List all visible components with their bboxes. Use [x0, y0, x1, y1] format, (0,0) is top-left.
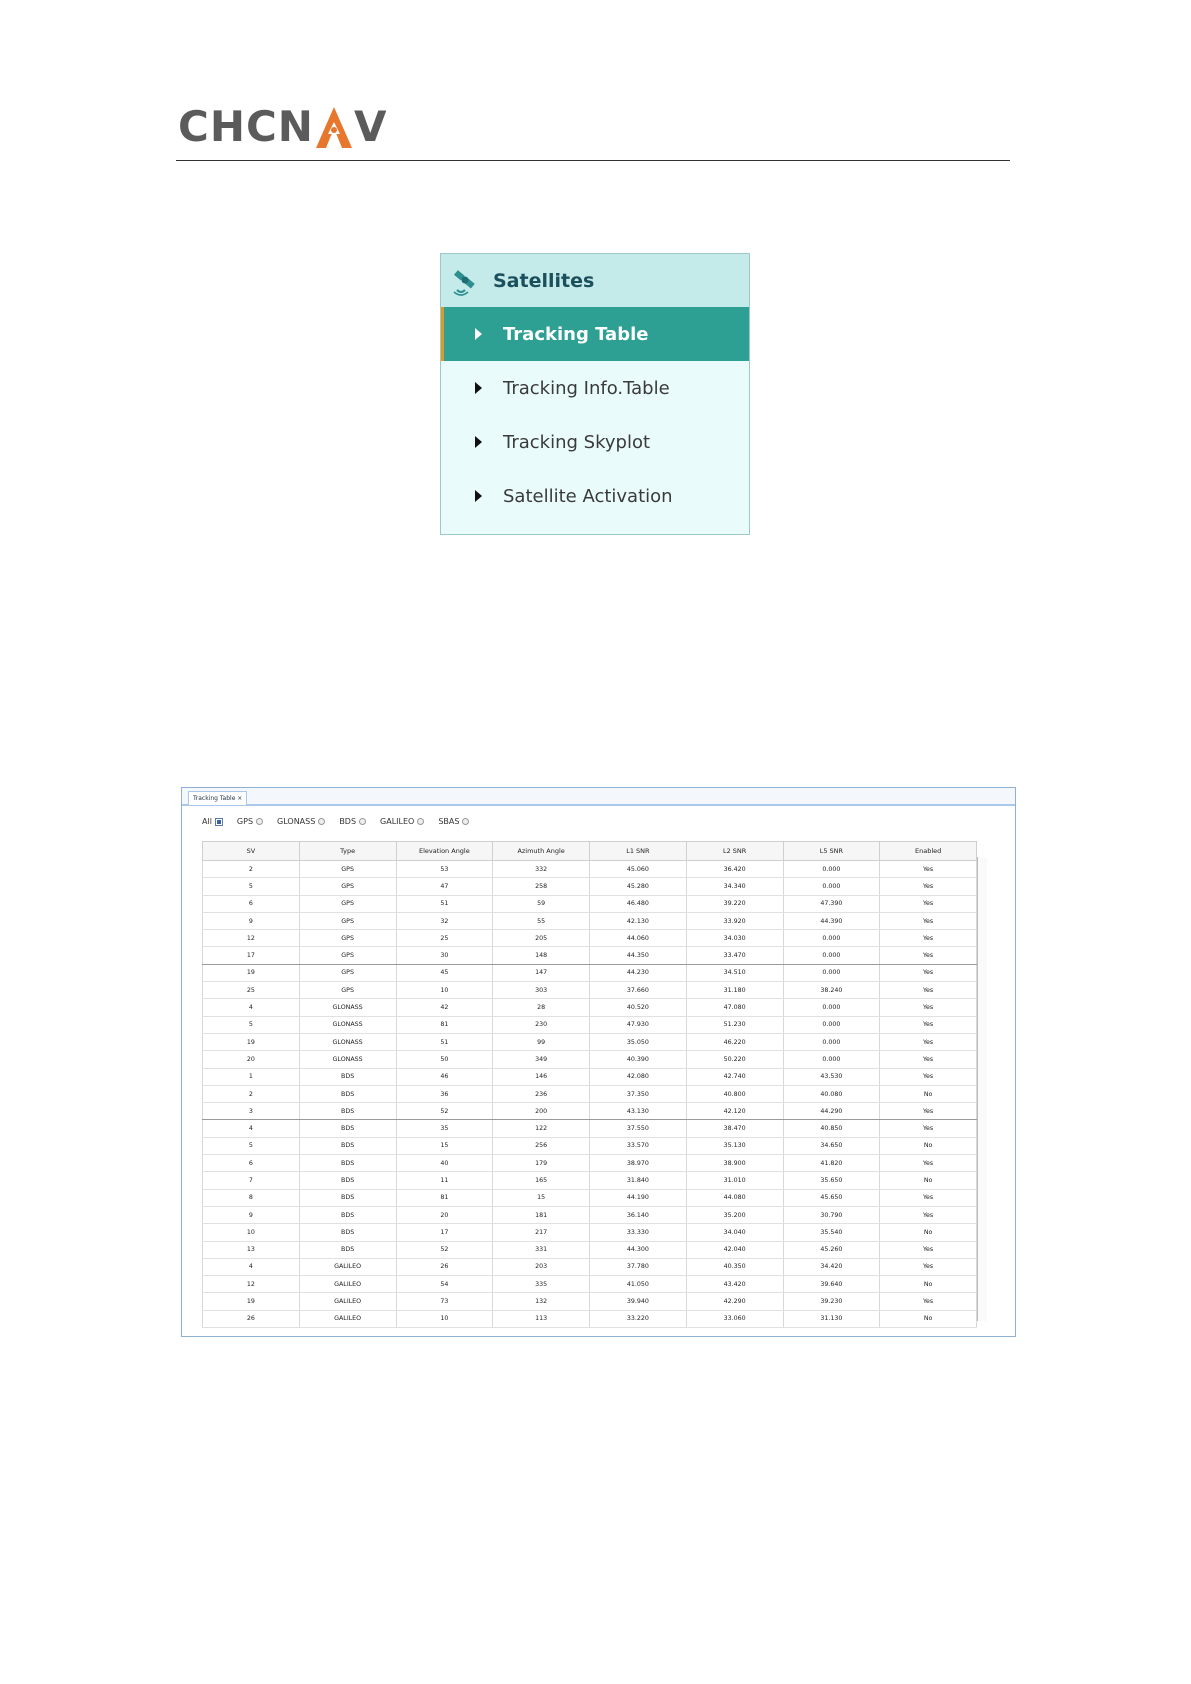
table-cell: 6 — [203, 1155, 300, 1172]
table-cell: 34.340 — [686, 878, 783, 895]
table-cell: 332 — [493, 861, 590, 878]
table-cell: 42.290 — [686, 1293, 783, 1310]
table-cell: 20 — [203, 1051, 300, 1068]
table-row[interactable] — [203, 912, 977, 929]
table-cell: 0.000 — [783, 1033, 880, 1050]
table-cell: Yes — [880, 982, 977, 999]
triangle-right-icon — [475, 328, 482, 340]
radio-icon[interactable] — [359, 818, 366, 825]
menu-item-label: Tracking Skyplot — [503, 431, 651, 453]
table-cell: 236 — [493, 1085, 590, 1102]
table-cell: BDS — [299, 1172, 396, 1189]
table-cell: 42 — [396, 999, 493, 1016]
table-cell: BDS — [299, 1103, 396, 1120]
filter-label: GALILEO — [380, 817, 415, 826]
table-cell: 36 — [396, 1085, 493, 1102]
table-cell: 331 — [493, 1241, 590, 1258]
table-cell: GALILEO — [299, 1258, 396, 1275]
table-cell: 7 — [203, 1172, 300, 1189]
column-header-enabled[interactable]: Enabled — [880, 842, 977, 861]
table-cell: 45 — [396, 964, 493, 981]
table-cell: 52 — [396, 1103, 493, 1120]
table-cell: 46.220 — [686, 1033, 783, 1050]
table-cell: 37.660 — [590, 982, 687, 999]
table-cell: Yes — [880, 1120, 977, 1137]
table-cell: 41.820 — [783, 1155, 880, 1172]
table-cell: 55 — [493, 912, 590, 929]
table-cell: 36.420 — [686, 861, 783, 878]
table-cell: Yes — [880, 964, 977, 981]
table-cell: 44.390 — [783, 912, 880, 929]
table-cell: Yes — [880, 861, 977, 878]
table-cell: 26 — [396, 1258, 493, 1275]
table-cell: 37.350 — [590, 1085, 687, 1102]
filter-all[interactable] — [202, 817, 223, 826]
table-cell: 42.130 — [590, 912, 687, 929]
table-cell: 12 — [203, 1276, 300, 1293]
table-cell: 38.970 — [590, 1155, 687, 1172]
table-cell: 35.540 — [783, 1224, 880, 1241]
table-cell: 47 — [396, 878, 493, 895]
triangle-right-icon — [475, 490, 482, 502]
table-cell: Yes — [880, 947, 977, 964]
table-row[interactable] — [203, 1155, 977, 1172]
radio-icon[interactable] — [256, 818, 263, 825]
table-cell: 2 — [203, 1085, 300, 1102]
table-cell: 38.470 — [686, 1120, 783, 1137]
table-cell: 9 — [203, 1206, 300, 1223]
table-cell: 39.220 — [686, 895, 783, 912]
table-cell: 34.510 — [686, 964, 783, 981]
filter-label: GPS — [236, 817, 254, 826]
table-cell: 4 — [203, 1258, 300, 1275]
table-cell: 34.650 — [783, 1137, 880, 1154]
table-cell: 45.060 — [590, 861, 687, 878]
table-cell: BDS — [299, 1224, 396, 1241]
table-cell: 50 — [396, 1051, 493, 1068]
table-cell: 44.190 — [590, 1189, 687, 1206]
table-cell: Yes — [880, 1293, 977, 1310]
table-cell: BDS — [299, 1137, 396, 1154]
table-cell: 148 — [493, 947, 590, 964]
table-cell: 28 — [493, 999, 590, 1016]
table-row[interactable] — [203, 999, 977, 1016]
table-cell: Yes — [880, 878, 977, 895]
table-cell: BDS — [299, 1120, 396, 1137]
table-cell: 43.420 — [686, 1276, 783, 1293]
logo-text-suffix: V — [353, 102, 388, 151]
table-cell: 73 — [396, 1293, 493, 1310]
table-body — [203, 861, 977, 1328]
table-cell: 99 — [493, 1033, 590, 1050]
table-cell: 40.800 — [686, 1085, 783, 1102]
table-cell: 19 — [203, 1033, 300, 1050]
table-cell: Yes — [880, 1068, 977, 1085]
table-cell: Yes — [880, 930, 977, 947]
table-cell: 52 — [396, 1241, 493, 1258]
satellites-menu — [440, 253, 750, 535]
table-cell: BDS — [299, 1085, 396, 1102]
table-cell: 349 — [493, 1051, 590, 1068]
table-cell: Yes — [880, 1258, 977, 1275]
table-cell: 45.280 — [590, 878, 687, 895]
table-cell: 45.650 — [783, 1189, 880, 1206]
table-cell: 30 — [396, 947, 493, 964]
table-cell: 8 — [203, 1189, 300, 1206]
table-cell: 181 — [493, 1206, 590, 1223]
table-cell: GPS — [299, 964, 396, 981]
filter-bds[interactable] — [339, 817, 366, 826]
table-cell: 25 — [396, 930, 493, 947]
table-cell: GLONASS — [299, 999, 396, 1016]
table-row[interactable] — [203, 1276, 977, 1293]
table-cell: 33.920 — [686, 912, 783, 929]
filter-label: SBAS — [438, 817, 460, 826]
table-row[interactable] — [203, 861, 977, 878]
table-cell: GALILEO — [299, 1310, 396, 1327]
table-cell: 132 — [493, 1293, 590, 1310]
table-cell: Yes — [880, 1189, 977, 1206]
table-cell: Yes — [880, 999, 977, 1016]
triangle-right-icon — [475, 382, 482, 394]
table-cell: 30.790 — [783, 1206, 880, 1223]
table-cell: Yes — [880, 1241, 977, 1258]
column-header-azimuth[interactable]: Azimuth Angle — [493, 842, 590, 861]
constellation-filters — [202, 817, 483, 826]
table-cell: 38.240 — [783, 982, 880, 999]
column-header-type[interactable]: Type — [299, 842, 396, 861]
tracking-grid — [202, 841, 1002, 1328]
vertical-scrollbar[interactable] — [977, 857, 987, 1321]
table-row[interactable] — [203, 1120, 977, 1137]
table-cell: GALILEO — [299, 1293, 396, 1310]
table-row[interactable] — [203, 1310, 977, 1327]
table-cell: Yes — [880, 1051, 977, 1068]
radio-icon[interactable] — [318, 818, 325, 825]
table-cell: BDS — [299, 1189, 396, 1206]
table-cell: 35.050 — [590, 1033, 687, 1050]
table-row[interactable] — [203, 947, 977, 964]
menu-title: Satellites — [493, 269, 595, 292]
table-row[interactable] — [203, 1033, 977, 1050]
table-cell: 40.080 — [783, 1085, 880, 1102]
table-cell: 256 — [493, 1137, 590, 1154]
table-row[interactable] — [203, 1137, 977, 1154]
table-cell: 31.010 — [686, 1172, 783, 1189]
menu-item-tracking-info-table[interactable] — [441, 361, 749, 415]
table-cell: Yes — [880, 1206, 977, 1223]
table-cell: 10 — [396, 1310, 493, 1327]
table-cell: 19 — [203, 1293, 300, 1310]
table-row[interactable] — [203, 895, 977, 912]
tracking-table — [202, 841, 977, 1328]
table-cell: 42.080 — [590, 1068, 687, 1085]
table-cell: 203 — [493, 1258, 590, 1275]
table-cell: 200 — [493, 1103, 590, 1120]
table-cell: 33.330 — [590, 1224, 687, 1241]
table-cell: BDS — [299, 1155, 396, 1172]
table-cell: 53 — [396, 861, 493, 878]
table-cell: 5 — [203, 1016, 300, 1033]
table-cell: 37.550 — [590, 1120, 687, 1137]
table-row[interactable] — [203, 1293, 977, 1310]
table-cell: 17 — [396, 1224, 493, 1241]
table-cell: 3 — [203, 1103, 300, 1120]
column-header-l2-snr[interactable]: L2 SNR — [686, 842, 783, 861]
table-cell: GPS — [299, 861, 396, 878]
table-cell: Yes — [880, 912, 977, 929]
table-cell: 50.220 — [686, 1051, 783, 1068]
logo-a-mark-icon — [314, 104, 354, 150]
table-cell: 6 — [203, 895, 300, 912]
table-cell: No — [880, 1085, 977, 1102]
filter-label: All — [202, 817, 212, 826]
table-cell: 38.900 — [686, 1155, 783, 1172]
table-cell: 40.520 — [590, 999, 687, 1016]
table-cell: 54 — [396, 1276, 493, 1293]
table-cell: Yes — [880, 1155, 977, 1172]
table-cell: 35.200 — [686, 1206, 783, 1223]
table-cell: 1 — [203, 1068, 300, 1085]
table-row[interactable] — [203, 982, 977, 999]
table-row[interactable] — [203, 1258, 977, 1275]
tab-tracking-table[interactable]: Tracking Table × — [188, 791, 247, 805]
table-cell: 37.780 — [590, 1258, 687, 1275]
filter-label: GLONASS — [277, 817, 316, 826]
table-cell: 51 — [396, 895, 493, 912]
table-cell: Yes — [880, 1103, 977, 1120]
filter-galileo[interactable] — [380, 817, 424, 826]
table-cell: 31.840 — [590, 1172, 687, 1189]
table-cell: 10 — [396, 982, 493, 999]
table-cell: 46.480 — [590, 895, 687, 912]
table-cell: 205 — [493, 930, 590, 947]
satellite-icon — [451, 266, 481, 296]
table-cell: 36.140 — [590, 1206, 687, 1223]
table-cell: 230 — [493, 1016, 590, 1033]
table-cell: 25 — [203, 982, 300, 999]
table-cell: 40.850 — [783, 1120, 880, 1137]
table-cell: 43.530 — [783, 1068, 880, 1085]
table-cell: 146 — [493, 1068, 590, 1085]
table-cell: 43.130 — [590, 1103, 687, 1120]
table-cell: 39.940 — [590, 1293, 687, 1310]
table-cell: No — [880, 1276, 977, 1293]
table-cell: 258 — [493, 878, 590, 895]
table-cell: 303 — [493, 982, 590, 999]
table-cell: 39.230 — [783, 1293, 880, 1310]
table-cell: 11 — [396, 1172, 493, 1189]
table-cell: 41.050 — [590, 1276, 687, 1293]
table-cell: 0.000 — [783, 947, 880, 964]
table-cell: 42.040 — [686, 1241, 783, 1258]
table-cell: 35.650 — [783, 1172, 880, 1189]
table-cell: No — [880, 1172, 977, 1189]
table-cell: 45.260 — [783, 1241, 880, 1258]
table-cell: 34.040 — [686, 1224, 783, 1241]
table-cell: 47.080 — [686, 999, 783, 1016]
triangle-right-icon — [475, 436, 482, 448]
table-cell: 33.220 — [590, 1310, 687, 1327]
logo-text-prefix: CHCN — [178, 102, 314, 151]
table-row[interactable] — [203, 1206, 977, 1223]
table-cell: 44.230 — [590, 964, 687, 981]
table-cell: 33.060 — [686, 1310, 783, 1327]
table-cell: 40.390 — [590, 1051, 687, 1068]
table-cell: 59 — [493, 895, 590, 912]
table-row[interactable] — [203, 878, 977, 895]
table-cell: 147 — [493, 964, 590, 981]
table-cell: 122 — [493, 1120, 590, 1137]
table-row[interactable] — [203, 1172, 977, 1189]
table-cell: 44.350 — [590, 947, 687, 964]
header-rule — [176, 160, 1010, 161]
table-cell: GPS — [299, 895, 396, 912]
table-cell: 35 — [396, 1120, 493, 1137]
table-cell: 31.130 — [783, 1310, 880, 1327]
table-cell: 13 — [203, 1241, 300, 1258]
table-cell: GLONASS — [299, 1016, 396, 1033]
table-row[interactable] — [203, 1016, 977, 1033]
table-cell: BDS — [299, 1206, 396, 1223]
table-cell: 33.470 — [686, 947, 783, 964]
table-cell: GPS — [299, 878, 396, 895]
table-cell: 47.930 — [590, 1016, 687, 1033]
table-cell: 31.180 — [686, 982, 783, 999]
table-cell: 51.230 — [686, 1016, 783, 1033]
table-cell: 2 — [203, 861, 300, 878]
table-cell: 165 — [493, 1172, 590, 1189]
table-row[interactable] — [203, 1189, 977, 1206]
table-cell: 15 — [396, 1137, 493, 1154]
table-cell: 44.060 — [590, 930, 687, 947]
table-cell: Yes — [880, 1016, 977, 1033]
table-header-row — [203, 842, 977, 861]
table-cell: BDS — [299, 1068, 396, 1085]
table-cell: GALILEO — [299, 1276, 396, 1293]
filter-glonass[interactable] — [277, 817, 325, 826]
table-cell: 44.300 — [590, 1241, 687, 1258]
menu-item-label: Tracking Table — [503, 323, 649, 345]
table-cell: 42.740 — [686, 1068, 783, 1085]
table-cell: 19 — [203, 964, 300, 981]
table-cell: 12 — [203, 930, 300, 947]
table-cell: 217 — [493, 1224, 590, 1241]
table-cell: No — [880, 1310, 977, 1327]
table-row[interactable] — [203, 1051, 977, 1068]
table-cell: 40.350 — [686, 1258, 783, 1275]
table-cell: GPS — [299, 912, 396, 929]
table-cell: 17 — [203, 947, 300, 964]
table-cell: 44.290 — [783, 1103, 880, 1120]
table-cell: 335 — [493, 1276, 590, 1293]
table-row[interactable] — [203, 1103, 977, 1120]
table-cell: GLONASS — [299, 1033, 396, 1050]
table-cell: 40 — [396, 1155, 493, 1172]
table-cell: 0.000 — [783, 930, 880, 947]
table-cell: Yes — [880, 895, 977, 912]
table-row[interactable] — [203, 930, 977, 947]
table-cell: 33.570 — [590, 1137, 687, 1154]
table-cell: 0.000 — [783, 1016, 880, 1033]
table-cell: GPS — [299, 930, 396, 947]
table-row[interactable] — [203, 1068, 977, 1085]
tracking-table-panel — [181, 787, 1016, 1337]
table-cell: 35.130 — [686, 1137, 783, 1154]
chcnav-logo — [178, 104, 387, 150]
table-cell: 4 — [203, 1120, 300, 1137]
table-cell: GPS — [299, 982, 396, 999]
filter-sbas[interactable] — [438, 817, 469, 826]
table-cell: 5 — [203, 1137, 300, 1154]
table-cell: 20 — [396, 1206, 493, 1223]
column-header-l1-snr[interactable]: L1 SNR — [590, 842, 687, 861]
table-cell: 9 — [203, 912, 300, 929]
table-cell: No — [880, 1224, 977, 1241]
menu-item-tracking-table[interactable] — [441, 307, 749, 361]
table-cell: 32 — [396, 912, 493, 929]
table-cell: 0.000 — [783, 1051, 880, 1068]
table-cell: 10 — [203, 1224, 300, 1241]
table-cell: No — [880, 1137, 977, 1154]
table-cell: 4 — [203, 999, 300, 1016]
table-cell: 39.640 — [783, 1276, 880, 1293]
menu-header[interactable] — [441, 254, 749, 307]
table-cell: GLONASS — [299, 1051, 396, 1068]
table-row[interactable] — [203, 1085, 977, 1102]
table-cell: 51 — [396, 1033, 493, 1050]
table-cell: 113 — [493, 1310, 590, 1327]
table-cell: BDS — [299, 1241, 396, 1258]
radio-icon[interactable] — [462, 818, 469, 825]
table-row[interactable] — [203, 1224, 977, 1241]
column-header-l5-snr[interactable]: L5 SNR — [783, 842, 880, 861]
column-header-sv[interactable]: SV — [203, 842, 300, 861]
table-cell: 15 — [493, 1189, 590, 1206]
table-cell: 34.420 — [783, 1258, 880, 1275]
table-cell: 46 — [396, 1068, 493, 1085]
table-cell: 47.390 — [783, 895, 880, 912]
table-cell: GPS — [299, 947, 396, 964]
table-cell: 44.080 — [686, 1189, 783, 1206]
filter-label: BDS — [339, 817, 357, 826]
table-cell: 0.000 — [783, 861, 880, 878]
table-cell: 34.030 — [686, 930, 783, 947]
table-cell: 0.000 — [783, 878, 880, 895]
radio-icon[interactable] — [417, 818, 424, 825]
column-header-elevation[interactable]: Elevation Angle — [396, 842, 493, 861]
menu-item-tracking-skyplot[interactable] — [441, 415, 749, 469]
table-row[interactable] — [203, 964, 977, 981]
checkbox-checked-icon[interactable] — [215, 818, 223, 826]
table-cell: 0.000 — [783, 964, 880, 981]
tab-bar — [182, 788, 1015, 806]
table-cell: 42.120 — [686, 1103, 783, 1120]
menu-item-satellite-activation[interactable] — [441, 469, 749, 523]
table-row[interactable] — [203, 1241, 977, 1258]
filter-gps[interactable] — [237, 817, 263, 826]
table-cell: 26 — [203, 1310, 300, 1327]
menu-item-label: Satellite Activation — [503, 485, 673, 507]
table-cell: 5 — [203, 878, 300, 895]
menu-item-label: Tracking Info.Table — [503, 377, 670, 399]
table-cell: 0.000 — [783, 999, 880, 1016]
table-cell: 179 — [493, 1155, 590, 1172]
table-cell: 81 — [396, 1016, 493, 1033]
table-cell: Yes — [880, 1033, 977, 1050]
table-cell: 81 — [396, 1189, 493, 1206]
